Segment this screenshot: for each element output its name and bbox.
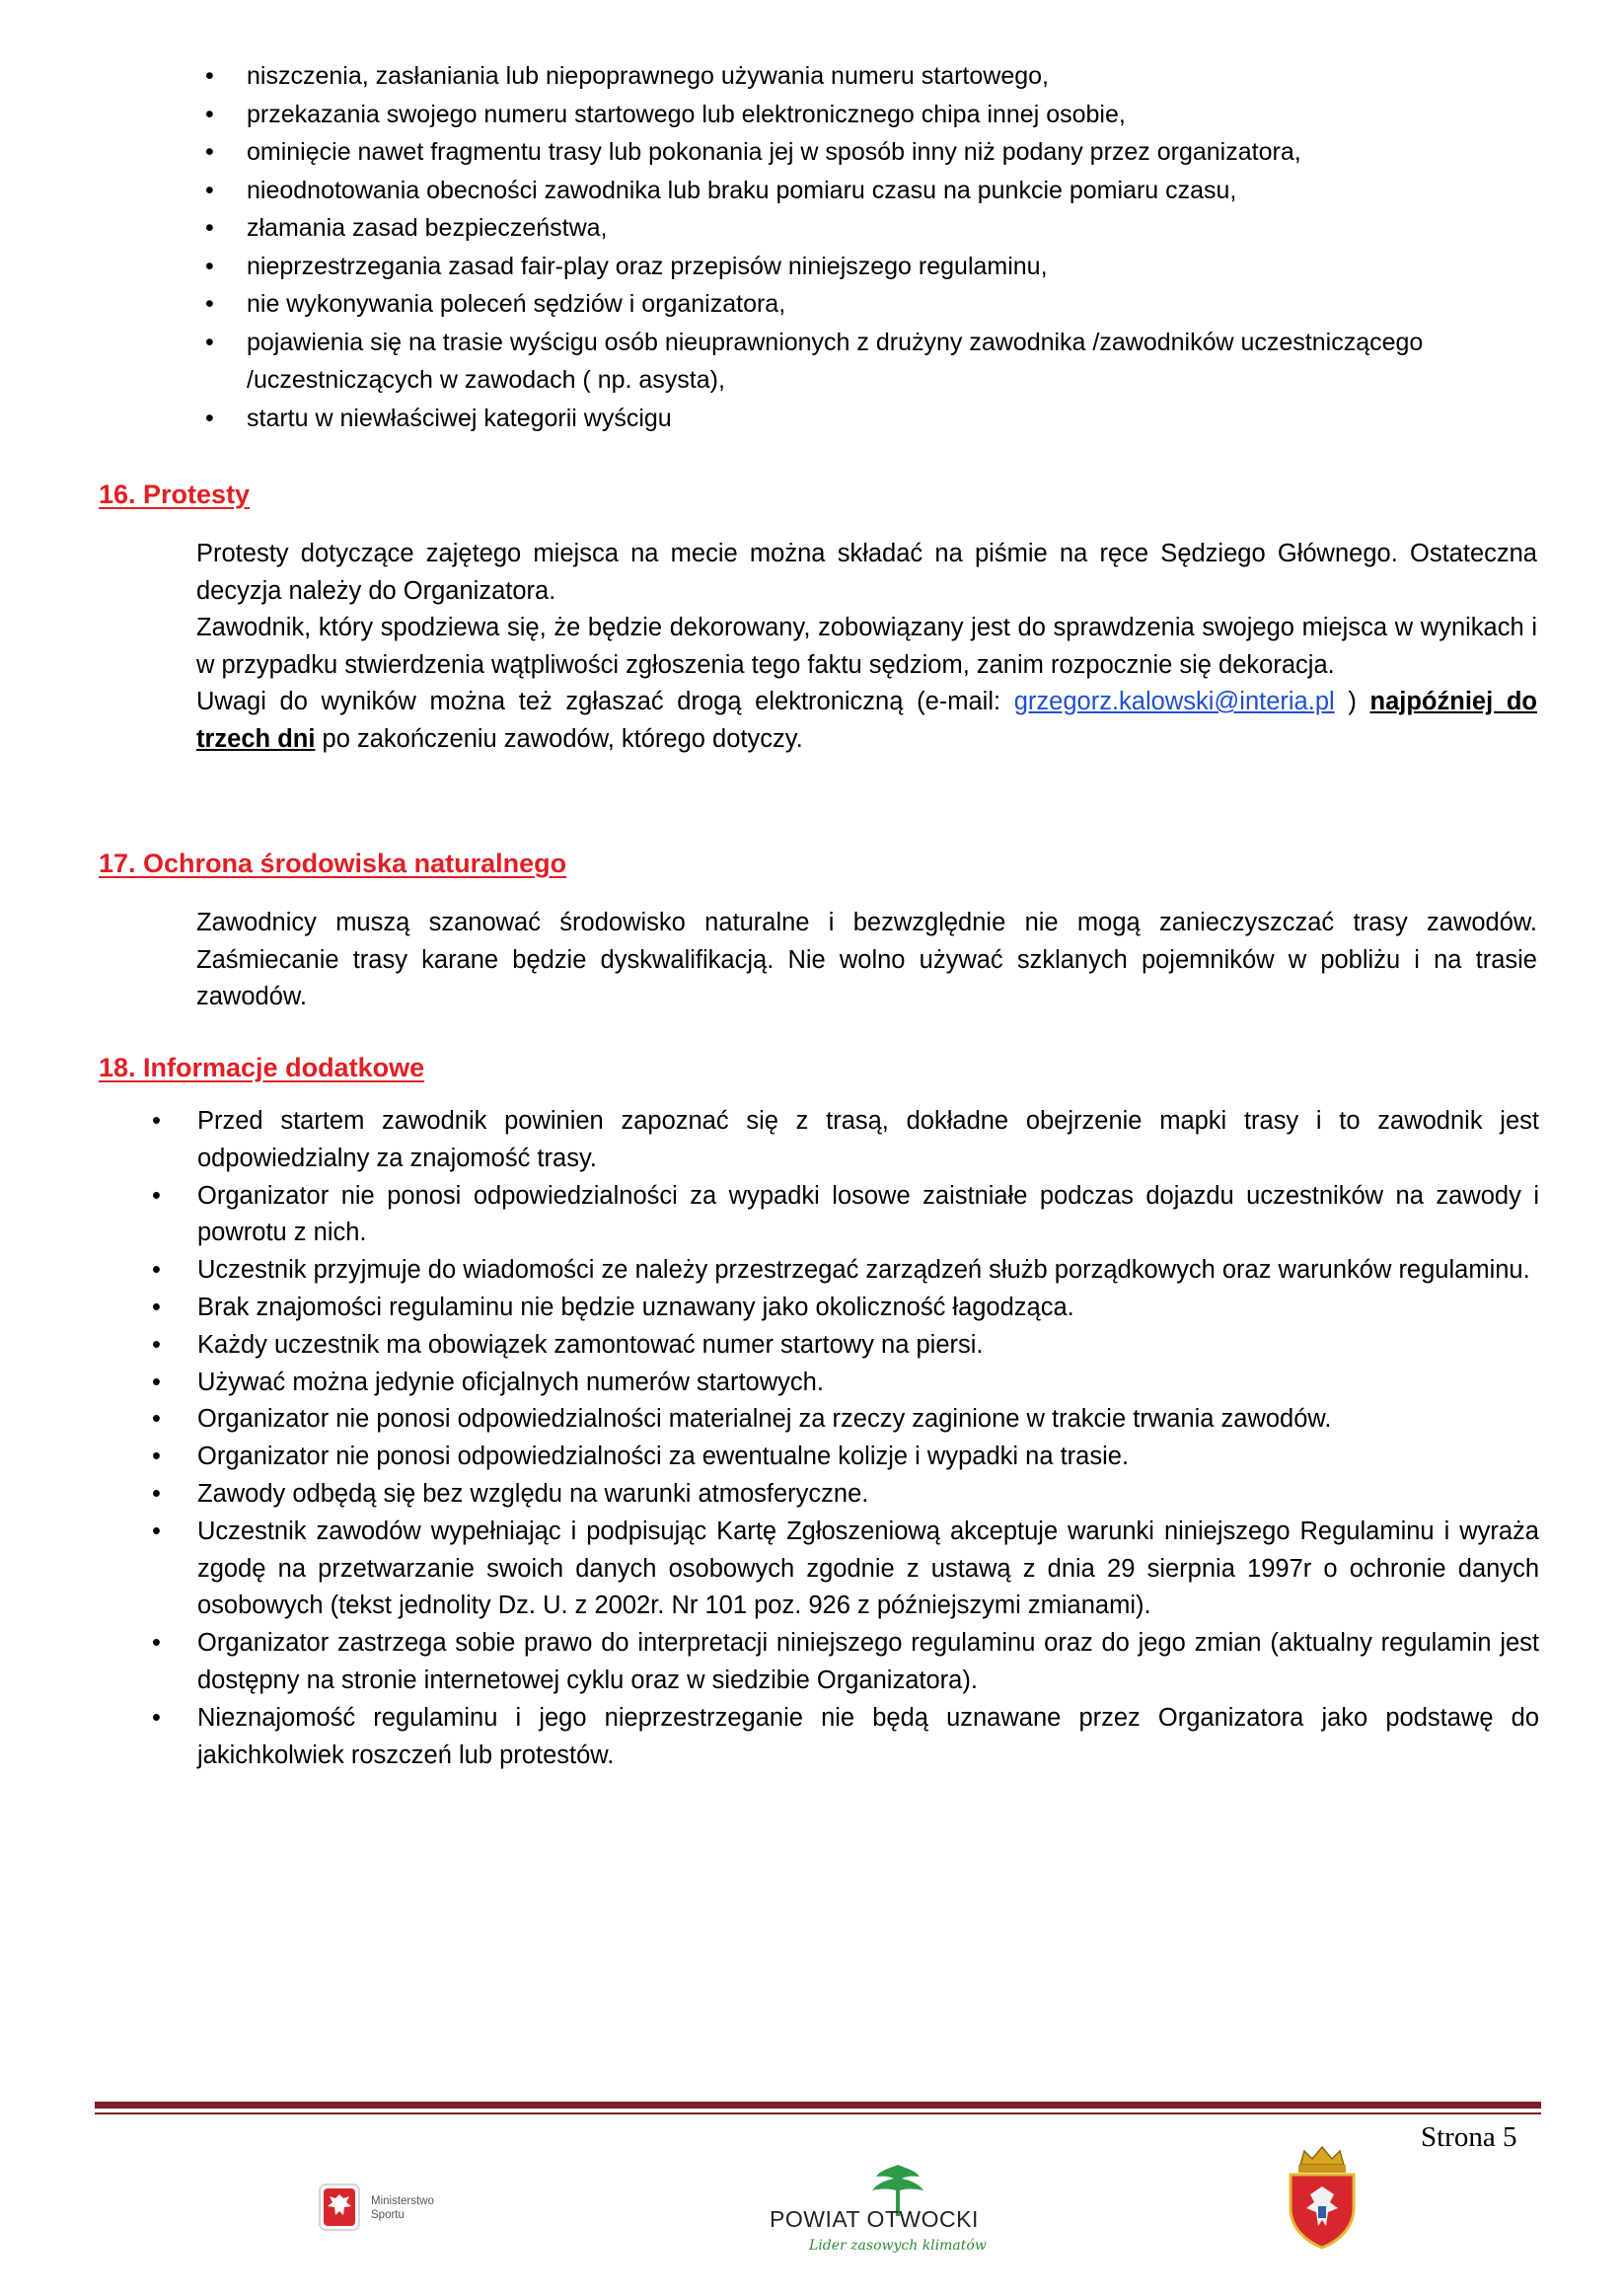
list-item-text: ominięcie nawet fragmentu trasy lub pokonania jej w sposób inny niż podany przez organizatora, (247, 138, 1301, 166)
penalty-reason-item (197, 57, 1539, 96)
bullet-icon: • (152, 1517, 161, 1545)
section-16-p3-mid: ) (1334, 688, 1370, 715)
list-item-text: nieodnotowania obecności zawodnika lub braku pomiaru czasu na punkcie pomiaru czasu, (247, 176, 1237, 204)
penalty-reason-item (197, 400, 1539, 438)
list-item-text: nie wykonywania poleceń sędziów i organizatora, (247, 290, 786, 318)
powiat-name: POWIAT OTWOCKI (770, 2206, 979, 2232)
otwock-crest-icon (1283, 2143, 1362, 2252)
section-16-heading: 16. Protesty (99, 480, 251, 509)
bullet-icon: • (205, 176, 214, 204)
info-item (148, 1514, 1539, 1625)
info-item (148, 1439, 1539, 1476)
additional-info-list (148, 1103, 1539, 1774)
list-item-text: Każdy uczestnik ma obowiązek zamontować numer startowy na piersi. (197, 1330, 984, 1359)
info-item (148, 1476, 1539, 1514)
bullet-icon: • (205, 62, 214, 90)
info-item (148, 1103, 1539, 1178)
info-item (148, 1252, 1539, 1290)
info-item (148, 1178, 1539, 1253)
list-item-text: Przed startem zawodnik powinien zapoznać się z trasą, dokładne obejrzenie mapki trasy i to zawodnik jest odpowiedzialny za znajomość trasy. (197, 1107, 1539, 1172)
bullet-icon: • (152, 1479, 161, 1508)
penalty-reasons-list (197, 57, 1539, 437)
polish-eagle-icon (318, 2183, 363, 2232)
bullet-icon: • (205, 214, 214, 242)
footer-rule-thick (95, 2102, 1541, 2109)
info-item (148, 1365, 1539, 1402)
list-item-text: Zawody odbędą się bez względu na warunki atmosferyczne. (197, 1479, 869, 1508)
footer-rule-thin (95, 2112, 1541, 2114)
bullet-icon: • (152, 1330, 161, 1359)
penalty-reason-item (197, 96, 1539, 134)
section-16-p3-start: Uwagi do wyników można też zgłaszać drogą elektroniczną (e-mail: (196, 688, 1014, 715)
info-item (148, 1700, 1539, 1775)
bullet-icon: • (205, 404, 214, 432)
section-17-heading: 17. Ochrona środowiska naturalnego (99, 849, 567, 878)
penalty-reason-item (197, 248, 1539, 286)
list-item-text: Brak znajomości regulaminu nie będzie uznawany jako okoliczność łagodząca. (197, 1293, 1074, 1321)
penalty-reason-item (197, 209, 1539, 248)
info-item (148, 1290, 1539, 1327)
section-17-paragraph: Zawodnicy muszą szanować środowisko naturalne i bezwzględnie nie mogą zanieczyszczać trasy zawodów. Zaśmiecanie trasy karane będzie dyskwalifikacją. Nie wolno używać szklanych pojemników w pobliżu i na trasie zawodów. (196, 909, 1537, 1010)
bullet-icon: • (205, 100, 214, 128)
list-item-text: Organizator zastrzega sobie prawo do interpretacji niniejszego regulaminu oraz do jego zmian (aktualny regulamin jest dostępny na stronie internetowej cyklu oraz w siedzibie Organizatora). (197, 1629, 1539, 1694)
ministry-of-sport-logo (318, 2183, 456, 2238)
list-item-text: Organizator nie ponosi odpowiedzialności za wypadki losowe zaistniałe podczas dojazdu uczestników na zawody i powrotu z nich. (197, 1181, 1539, 1247)
list-item-text: pojawienia się na trasie wyścigu osób nieuprawnionych z drużyny zawodnika /zawodników uczestniczącego /uczestniczących w zawodach ( np. asysta), (247, 328, 1424, 394)
coat-of-arms-icon (1283, 2143, 1362, 2252)
bullet-icon: • (152, 1405, 161, 1434)
list-item-text: niszczenia, zasłaniania lub niepoprawnego używania numeru startowego, (247, 62, 1049, 90)
page-number: Strona 5 (1421, 2121, 1517, 2153)
deadline-emphasis: najpóźniej do trzech dni (196, 688, 1537, 753)
bullet-icon: • (205, 138, 214, 166)
bullet-icon: • (152, 1293, 161, 1321)
section-16-paragraph-2: Zawodnik, który spodziewa się, że będzie dekorowany, zobowiązany jest do sprawdzenia swojego miejsca w wynikach i w przypadku stwierdzenia wątpliwości zgłoszenia tego faktu sędziom, zanim rozpocznie się dekoracja. (196, 614, 1537, 679)
list-item-text: Uczestnik przyjmuje do wiadomości ze należy przestrzegać zarządzeń służb porządkowych oraz warunków regulaminu. (197, 1256, 1530, 1285)
list-item-text: przekazania swojego numeru startowego lub elektronicznego chipa innej osobie, (247, 100, 1126, 128)
bullet-icon: • (205, 328, 214, 356)
list-item-text: nieprzestrzegania zasad fair-play oraz przepisów niniejszego regulaminu, (247, 252, 1048, 280)
bullet-icon: • (152, 1443, 161, 1471)
contact-email-link[interactable]: grzegorz.kalowski@interia.pl (1013, 688, 1335, 715)
section-18-heading: 18. Informacje dodatkowe (99, 1053, 425, 1082)
section-16-body (196, 536, 1537, 758)
list-item-text: Uczestnik zawodów wypełniając i podpisując Kartę Zgłoszeniową akceptuje warunki niniejszego Regulaminu i wyraża zgodę na przetwarzanie swoich danych osobowych zgodnie z ustawą z dnia 29 sierpnia 1997r o ochronie danych osobowych (tekst jednolity Dz. U. z 2002r. Nr 101 poz. 926 z późniejszymi zmianami). (197, 1517, 1539, 1620)
list-item-text: Nieznajomość regulaminu i jego nieprzestrzeganie nie będą uznawane przez Organizatora jako podstawę do jakichkolwiek roszczeń lub protestów. (197, 1703, 1539, 1769)
section-17-body (196, 905, 1537, 1016)
ministry-name: Ministerstwo Sportu (371, 2195, 434, 2221)
list-item-text: złamania zasad bezpieczeństwa, (247, 214, 608, 242)
bullet-icon: • (152, 1368, 161, 1396)
bullet-icon: • (152, 1629, 161, 1658)
bullet-icon: • (152, 1181, 161, 1210)
section-16-p3-end: po zakończeniu zawodów, którego dotyczy. (315, 724, 803, 753)
info-item (148, 1401, 1539, 1439)
penalty-reason-item (197, 133, 1539, 172)
bullet-icon: • (205, 252, 214, 280)
list-item-text: Organizator nie ponosi odpowiedzialności za ewentualne kolizje i wypadki na trasie. (197, 1443, 1130, 1471)
powiat-tagline: Lider zasowych klimatów (809, 2238, 987, 2254)
info-item (148, 1625, 1539, 1700)
section-16-paragraph-3 (196, 684, 1537, 758)
powiat-otwocki-logo (760, 2161, 1026, 2259)
penalty-reason-item (197, 324, 1539, 400)
list-item-text: Używać można jedynie oficjalnych numerów startowych. (197, 1368, 824, 1396)
penalty-reason-item (197, 285, 1539, 324)
list-item-text: startu w niewłaściwej kategorii wyścigu (247, 404, 672, 432)
list-item-text: Organizator nie ponosi odpowiedzialności materialnej za rzeczy zaginione w trakcie trwania zawodów. (197, 1405, 1332, 1434)
bullet-icon: • (152, 1703, 161, 1732)
info-item (148, 1327, 1539, 1365)
bullet-icon: • (152, 1256, 161, 1285)
penalty-reason-item (197, 172, 1539, 210)
bullet-icon: • (152, 1107, 161, 1135)
section-16-paragraph-1: Protesty dotyczące zajętego miejsca na mecie można składać na piśmie na ręce Sędziego Głównego. Ostateczna decyzja należy do Organizatora. (196, 540, 1537, 605)
bullet-icon: • (205, 290, 214, 318)
